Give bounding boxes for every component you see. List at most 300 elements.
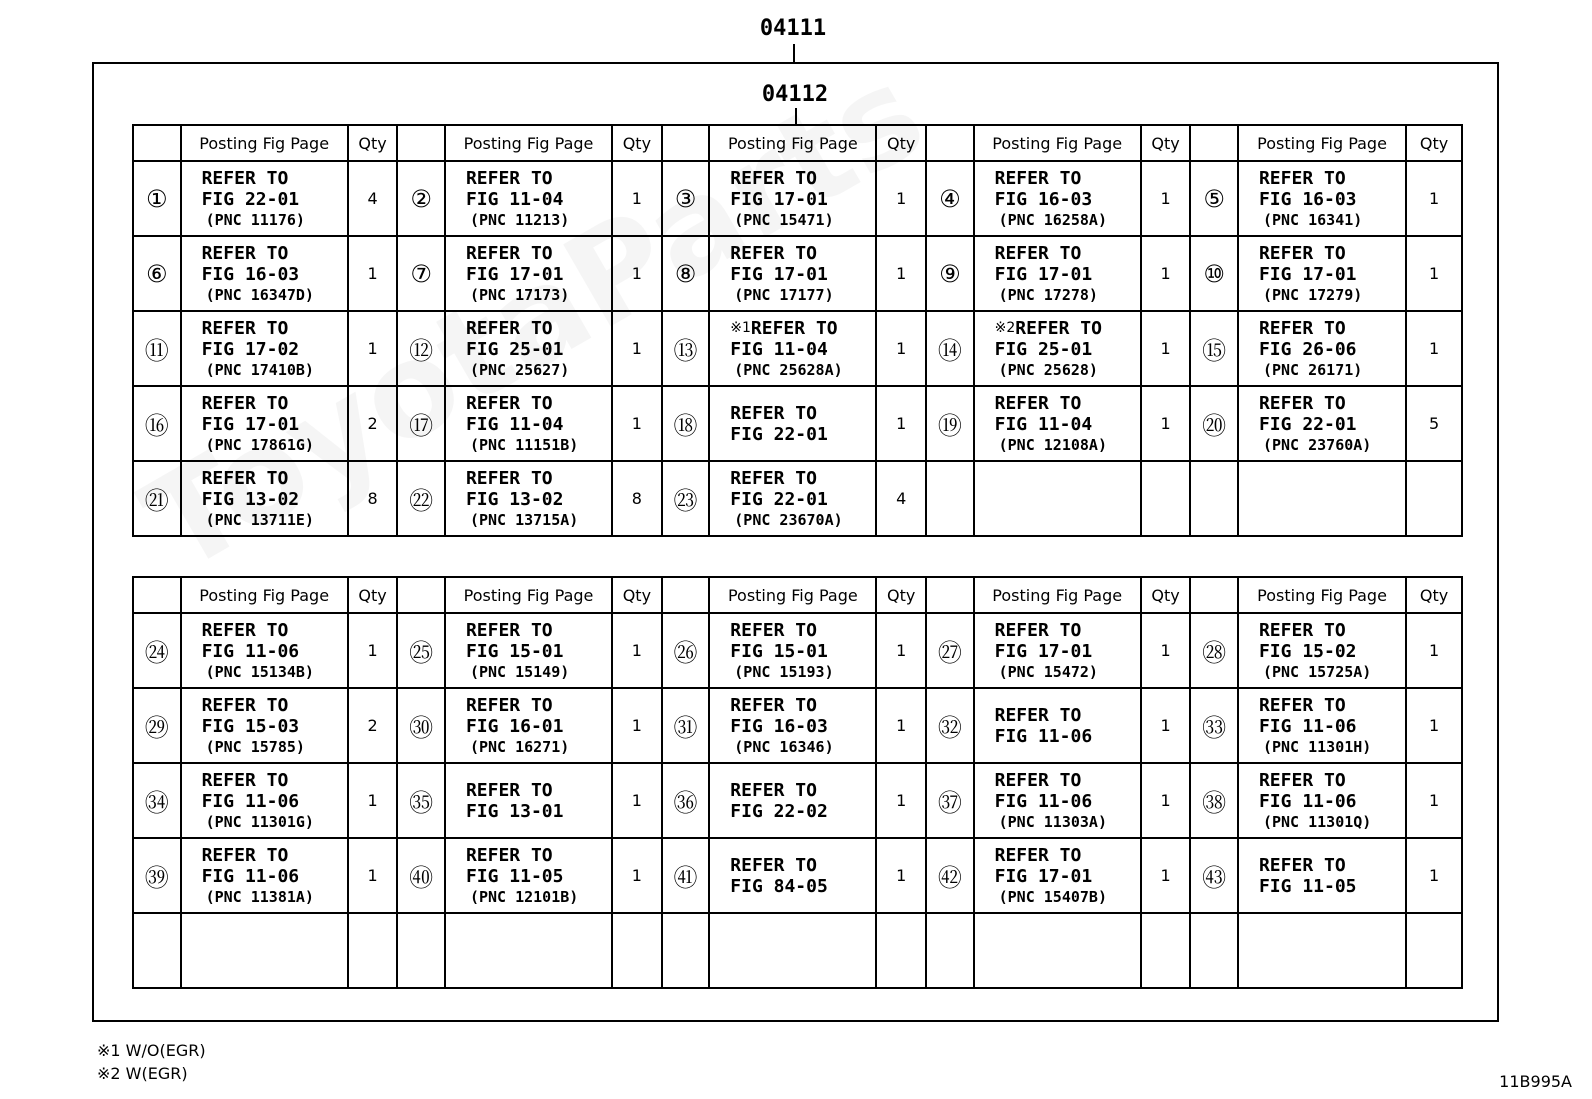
refer-to-text: REFER TO	[201, 769, 289, 791]
header-num-cell	[397, 125, 445, 161]
qty-value: 1	[612, 763, 662, 838]
refer-to-text: REFER TO	[465, 467, 553, 489]
reference-cell	[181, 311, 348, 386]
header-posting-fig-page: Posting Fig Page	[1238, 577, 1406, 613]
fig-ref: FIG 26-06	[1258, 338, 1357, 360]
item-number: ㉝	[1190, 688, 1238, 763]
pnc-ref: (PNC 23670A)	[734, 510, 843, 529]
qty-value: 1	[348, 311, 398, 386]
qty-value: 1	[876, 838, 926, 913]
refer-to-line	[466, 620, 611, 641]
pnc-ref: (PNC 25627)	[469, 360, 570, 379]
item-number: ㊱	[662, 763, 710, 838]
item-number: ㉖	[662, 613, 710, 688]
item-number: ㊵	[397, 838, 445, 913]
item-number: ⑮	[1190, 311, 1238, 386]
reference-cell	[974, 461, 1141, 536]
header-qty: Qty	[612, 125, 662, 161]
pnc-ref: (PNC 17177)	[734, 285, 834, 304]
refer-to-text: REFER TO	[201, 167, 289, 189]
header-qty: Qty	[1406, 125, 1462, 161]
item-number: ⑤	[1190, 161, 1238, 236]
reference-cell	[709, 386, 876, 461]
table-row	[133, 461, 1462, 536]
refer-to-line	[466, 695, 611, 716]
header-posting-fig-page: Posting Fig Page	[181, 125, 348, 161]
refer-to-text: REFER TO	[201, 242, 289, 264]
pnc-ref: (PNC 11303A)	[998, 812, 1107, 831]
header-num-cell	[133, 577, 181, 613]
qty-value	[612, 913, 662, 988]
reference-cell	[445, 461, 612, 536]
fig-ref: FIG 11-06	[1258, 715, 1357, 737]
fig-ref: FIG 11-06	[1258, 790, 1357, 812]
qty-value: 1	[612, 161, 662, 236]
refer-to-line	[1259, 168, 1405, 189]
refer-to-text: REFER TO	[465, 167, 553, 189]
item-number: ⑰	[397, 386, 445, 461]
table-row	[133, 763, 1462, 838]
fig-ref: FIG 25-01	[994, 338, 1093, 360]
item-number: ⑫	[397, 311, 445, 386]
qty-value: 1	[348, 613, 398, 688]
qty-value: 1	[876, 763, 926, 838]
pnc-ref: (PNC 11301G)	[205, 812, 314, 831]
refer-to-line	[995, 168, 1140, 189]
qty-value: 8	[612, 461, 662, 536]
header-qty: Qty	[348, 577, 398, 613]
note-marker: ※2	[994, 319, 1016, 336]
fig-ref: FIG 17-01	[201, 413, 300, 435]
refer-to-line	[995, 243, 1140, 264]
parts-table-1	[132, 124, 1463, 537]
item-number: ㊲	[926, 763, 974, 838]
qty-value: 8	[348, 461, 398, 536]
reference-cell	[1238, 763, 1406, 838]
qty-value: 2	[348, 386, 398, 461]
item-number	[397, 913, 445, 988]
pnc-ref: (PNC 11301Q)	[1262, 812, 1372, 831]
refer-to-text: REFER TO	[1258, 694, 1346, 716]
reference-cell	[709, 461, 876, 536]
qty-value: 1	[1406, 236, 1462, 311]
header-num-cell	[1190, 577, 1238, 613]
reference-cell	[974, 913, 1141, 988]
item-number: ㉞	[133, 763, 181, 838]
fig-ref: FIG 22-01	[1258, 413, 1357, 435]
reference-cell	[1238, 386, 1406, 461]
qty-value: 1	[1406, 613, 1462, 688]
qty-value: 1	[1406, 763, 1462, 838]
reference-cell	[445, 236, 612, 311]
refer-to-line	[1259, 393, 1405, 414]
reference-cell	[709, 613, 876, 688]
reference-cell	[181, 161, 348, 236]
qty-value	[876, 913, 926, 988]
fig-ref: FIG 13-01	[465, 800, 564, 822]
fig-ref: FIG 15-02	[1258, 640, 1357, 662]
diagram-code: 11B995A	[1499, 1072, 1572, 1091]
reference-cell	[974, 386, 1141, 461]
item-number: ⑧	[662, 236, 710, 311]
refer-to-line	[730, 243, 875, 264]
refer-to-line	[995, 393, 1140, 414]
fig-ref: FIG 17-01	[994, 263, 1093, 285]
item-number: ㉛	[662, 688, 710, 763]
item-number: ③	[662, 161, 710, 236]
refer-to-line	[995, 845, 1140, 866]
pnc-ref: (PNC 13715A)	[469, 510, 579, 529]
item-number: ㉕	[397, 613, 445, 688]
fig-ref: FIG 11-06	[201, 640, 300, 662]
pnc-ref: (PNC 15785)	[205, 737, 305, 756]
reference-cell	[709, 161, 876, 236]
table-row	[133, 311, 1462, 386]
refer-to-text: REFER TO	[730, 167, 817, 189]
qty-value: 1	[876, 311, 926, 386]
header-num-cell	[397, 577, 445, 613]
reference-cell	[445, 161, 612, 236]
fig-ref: FIG 15-03	[201, 715, 300, 737]
pnc-ref: (PNC 26171)	[1262, 360, 1363, 379]
reference-cell	[1238, 161, 1406, 236]
refer-to-line	[995, 770, 1140, 791]
fig-ref: FIG 17-01	[465, 263, 564, 285]
item-number: ㉘	[1190, 613, 1238, 688]
item-number: ㉟	[397, 763, 445, 838]
refer-to-line	[1259, 855, 1405, 876]
header-num-cell	[1190, 125, 1238, 161]
refer-to-text: REFER TO	[465, 694, 553, 716]
item-number	[133, 913, 181, 988]
item-number: ㊷	[926, 838, 974, 913]
refer-to-text: REFER TO	[730, 467, 817, 489]
refer-to-line	[1259, 770, 1405, 791]
fig-ref: FIG 16-01	[465, 715, 564, 737]
table-header-row	[133, 125, 1462, 161]
refer-to-line	[466, 845, 611, 866]
refer-to-text: REFER TO	[1258, 242, 1346, 264]
refer-to-text: REFER TO	[994, 242, 1082, 264]
pnc-ref: (PNC 25628)	[998, 360, 1098, 379]
pnc-ref: (PNC 15471)	[734, 210, 834, 229]
reference-cell	[974, 613, 1141, 688]
refer-to-text: REFER TO	[465, 779, 553, 801]
table-header-row	[133, 577, 1462, 613]
item-number	[926, 913, 974, 988]
header-num-cell	[662, 577, 710, 613]
table-row	[133, 236, 1462, 311]
refer-to-line	[730, 403, 875, 424]
reference-cell	[445, 763, 612, 838]
reference-cell	[1238, 688, 1406, 763]
qty-value: 2	[348, 688, 398, 763]
header-num-cell	[133, 125, 181, 161]
reference-cell	[181, 386, 348, 461]
pnc-ref: (PNC 11176)	[205, 210, 305, 229]
item-number: ㊴	[133, 838, 181, 913]
qty-value	[1141, 461, 1191, 536]
refer-to-line	[202, 168, 347, 189]
fig-ref: FIG 17-01	[1258, 263, 1357, 285]
refer-to-text: REFER TO	[201, 694, 289, 716]
header-qty: Qty	[1141, 577, 1191, 613]
pnc-ref: (PNC 16341)	[1262, 210, 1363, 229]
pnc-ref: (PNC 11381A)	[205, 887, 314, 906]
fig-ref: FIG 84-05	[730, 875, 828, 897]
pnc-ref: (PNC 15725A)	[1262, 662, 1372, 681]
header-qty: Qty	[1406, 577, 1462, 613]
fig-ref: FIG 13-02	[465, 488, 564, 510]
refer-to-line	[202, 393, 347, 414]
table-row	[133, 838, 1462, 913]
qty-value: 1	[1141, 386, 1191, 461]
reference-cell	[181, 236, 348, 311]
refer-to-text: REFER TO	[1258, 392, 1346, 414]
qty-value: 1	[876, 688, 926, 763]
reference-cell	[181, 838, 348, 913]
refer-to-text: REFER TO	[730, 619, 817, 641]
item-number: ①	[133, 161, 181, 236]
reference-cell	[709, 311, 876, 386]
pnc-ref: (PNC 17410B)	[205, 360, 314, 379]
refer-to-line	[730, 318, 875, 339]
header-num-cell	[926, 125, 974, 161]
qty-value: 1	[612, 386, 662, 461]
refer-to-text: REFER TO	[750, 317, 838, 339]
refer-to-text: REFER TO	[994, 844, 1082, 866]
pnc-ref: (PNC 12108A)	[998, 435, 1107, 454]
refer-to-line	[1259, 243, 1405, 264]
item-number: ⑩	[1190, 236, 1238, 311]
qty-value: 1	[1406, 838, 1462, 913]
pnc-ref: (PNC 11213)	[469, 210, 570, 229]
qty-value: 1	[876, 386, 926, 461]
fig-ref: FIG 11-04	[465, 413, 564, 435]
reference-cell	[974, 838, 1141, 913]
reference-cell	[1238, 613, 1406, 688]
refer-to-text: REFER TO	[201, 392, 289, 414]
reference-cell	[445, 311, 612, 386]
refer-to-text: REFER TO	[994, 619, 1082, 641]
item-number: ②	[397, 161, 445, 236]
table-row	[133, 386, 1462, 461]
reference-cell	[974, 763, 1141, 838]
qty-value: 1	[1141, 311, 1191, 386]
refer-to-line	[730, 855, 875, 876]
item-number: ㉚	[397, 688, 445, 763]
fig-ref: FIG 17-01	[730, 263, 828, 285]
pnc-ref: (PNC 11151B)	[469, 435, 579, 454]
refer-to-line	[466, 243, 611, 264]
pnc-ref: (PNC 16271)	[469, 737, 570, 756]
qty-value: 1	[1406, 311, 1462, 386]
qty-value	[1406, 461, 1462, 536]
refer-to-text: REFER TO	[730, 694, 817, 716]
refer-to-text: REFER TO	[465, 242, 553, 264]
reference-cell	[445, 838, 612, 913]
fig-ref: FIG 17-01	[994, 865, 1093, 887]
reference-cell	[709, 763, 876, 838]
qty-value: 1	[1141, 161, 1191, 236]
item-number: ㊸	[1190, 838, 1238, 913]
refer-to-line	[466, 468, 611, 489]
qty-value: 1	[348, 763, 398, 838]
refer-to-text: REFER TO	[730, 242, 817, 264]
qty-value: 1	[612, 838, 662, 913]
header-qty: Qty	[876, 577, 926, 613]
qty-value: 1	[1141, 236, 1191, 311]
pnc-ref: (PNC 23760A)	[1262, 435, 1372, 454]
qty-value: 1	[1406, 161, 1462, 236]
reference-cell	[181, 461, 348, 536]
qty-value: 1	[1141, 838, 1191, 913]
refer-to-line	[1259, 318, 1405, 339]
fig-ref: FIG 16-03	[1258, 188, 1357, 210]
fig-ref: FIG 17-01	[730, 188, 828, 210]
qty-value: 1	[612, 236, 662, 311]
refer-to-text: REFER TO	[1258, 619, 1346, 641]
header-num-cell	[926, 577, 974, 613]
item-number	[1190, 461, 1238, 536]
pnc-ref: (PNC 15407B)	[998, 887, 1107, 906]
reference-cell	[1238, 461, 1406, 536]
refer-to-text: REFER TO	[994, 769, 1082, 791]
item-number: ⑥	[133, 236, 181, 311]
qty-value	[1141, 913, 1191, 988]
header-qty: Qty	[876, 125, 926, 161]
refer-to-text: REFER TO	[1258, 317, 1346, 339]
fig-ref: FIG 22-01	[730, 423, 828, 445]
qty-value: 1	[612, 613, 662, 688]
fig-ref: FIG 11-06	[994, 790, 1093, 812]
refer-to-line	[202, 243, 347, 264]
fig-ref: FIG 13-02	[201, 488, 300, 510]
header-posting-fig-page: Posting Fig Page	[709, 125, 876, 161]
header-posting-fig-page: Posting Fig Page	[445, 125, 612, 161]
fig-ref: FIG 16-03	[730, 715, 828, 737]
fig-ref: FIG 11-04	[465, 188, 564, 210]
reference-cell	[445, 613, 612, 688]
fig-ref: FIG 11-04	[994, 413, 1093, 435]
item-number: ㉒	[397, 461, 445, 536]
refer-to-text: REFER TO	[465, 619, 553, 641]
reference-cell	[1238, 236, 1406, 311]
header-qty: Qty	[612, 577, 662, 613]
header-posting-fig-page: Posting Fig Page	[709, 577, 876, 613]
pnc-ref: (PNC 17278)	[998, 285, 1098, 304]
qty-value: 1	[876, 161, 926, 236]
header-posting-fig-page: Posting Fig Page	[974, 125, 1141, 161]
refer-to-text: REFER TO	[730, 779, 817, 801]
table-row	[133, 913, 1462, 988]
pnc-ref: (PNC 25628A)	[734, 360, 843, 379]
refer-to-line	[1259, 695, 1405, 716]
parts-table-2	[132, 576, 1463, 989]
qty-value: 1	[348, 838, 398, 913]
pnc-ref: (PNC 13711E)	[205, 510, 314, 529]
fig-ref: FIG 11-05	[1258, 875, 1357, 897]
item-number: ⑱	[662, 386, 710, 461]
qty-value	[1406, 913, 1462, 988]
refer-to-text: REFER TO	[1258, 167, 1346, 189]
reference-cell	[974, 236, 1141, 311]
refer-to-line	[202, 695, 347, 716]
refer-to-text: REFER TO	[201, 619, 289, 641]
footnote-2: ※2 W(EGR)	[97, 1064, 188, 1083]
item-number: ⑯	[133, 386, 181, 461]
reference-cell	[1238, 838, 1406, 913]
refer-to-line	[995, 620, 1140, 641]
reference-cell	[181, 613, 348, 688]
refer-to-text: REFER TO	[1258, 854, 1346, 876]
refer-to-line	[466, 393, 611, 414]
refer-to-text: REFER TO	[994, 704, 1082, 726]
qty-value: 1	[1141, 763, 1191, 838]
header-posting-fig-page: Posting Fig Page	[445, 577, 612, 613]
header-posting-fig-page: Posting Fig Page	[974, 577, 1141, 613]
refer-to-line	[202, 845, 347, 866]
pnc-ref: (PNC 15149)	[469, 662, 570, 681]
reference-cell	[709, 838, 876, 913]
header-qty: Qty	[348, 125, 398, 161]
reference-cell	[709, 913, 876, 988]
fig-ref: FIG 11-04	[730, 338, 828, 360]
reference-cell	[181, 913, 348, 988]
refer-to-line	[730, 168, 875, 189]
refer-to-text: REFER TO	[1258, 769, 1346, 791]
refer-to-line	[202, 318, 347, 339]
refer-to-text: REFER TO	[1015, 317, 1102, 339]
fig-ref: FIG 17-01	[994, 640, 1093, 662]
fig-ref: FIG 22-01	[201, 188, 300, 210]
reference-cell	[445, 688, 612, 763]
reference-cell	[709, 236, 876, 311]
refer-to-text: REFER TO	[994, 392, 1082, 414]
pnc-ref: (PNC 17861G)	[205, 435, 314, 454]
fig-ref: FIG 11-05	[465, 865, 564, 887]
fig-ref: FIG 15-01	[730, 640, 828, 662]
table-row	[133, 161, 1462, 236]
fig-ref: FIG 22-02	[730, 800, 828, 822]
refer-to-line	[466, 780, 611, 801]
pnc-ref: (PNC 15193)	[734, 662, 834, 681]
item-number: ㉓	[662, 461, 710, 536]
item-number	[1190, 913, 1238, 988]
pnc-ref: (PNC 17279)	[1262, 285, 1363, 304]
qty-value: 1	[348, 236, 398, 311]
reference-cell	[1238, 311, 1406, 386]
refer-to-text: REFER TO	[201, 844, 289, 866]
item-number: ㉗	[926, 613, 974, 688]
header-qty: Qty	[1141, 125, 1191, 161]
item-number: ⑪	[133, 311, 181, 386]
footnote-1: ※1 W/O(EGR)	[97, 1041, 206, 1060]
qty-value: 1	[612, 311, 662, 386]
header-num-cell	[662, 125, 710, 161]
refer-to-text: REFER TO	[730, 854, 817, 876]
item-number: ㉑	[133, 461, 181, 536]
item-number: ⑭	[926, 311, 974, 386]
item-number: ㉔	[133, 613, 181, 688]
fig-ref: FIG 22-01	[730, 488, 828, 510]
fig-ref: FIG 25-01	[465, 338, 564, 360]
item-number: ⑨	[926, 236, 974, 311]
refer-to-line	[730, 780, 875, 801]
refer-to-text: REFER TO	[994, 167, 1082, 189]
refer-to-line	[202, 468, 347, 489]
qty-value: 5	[1406, 386, 1462, 461]
